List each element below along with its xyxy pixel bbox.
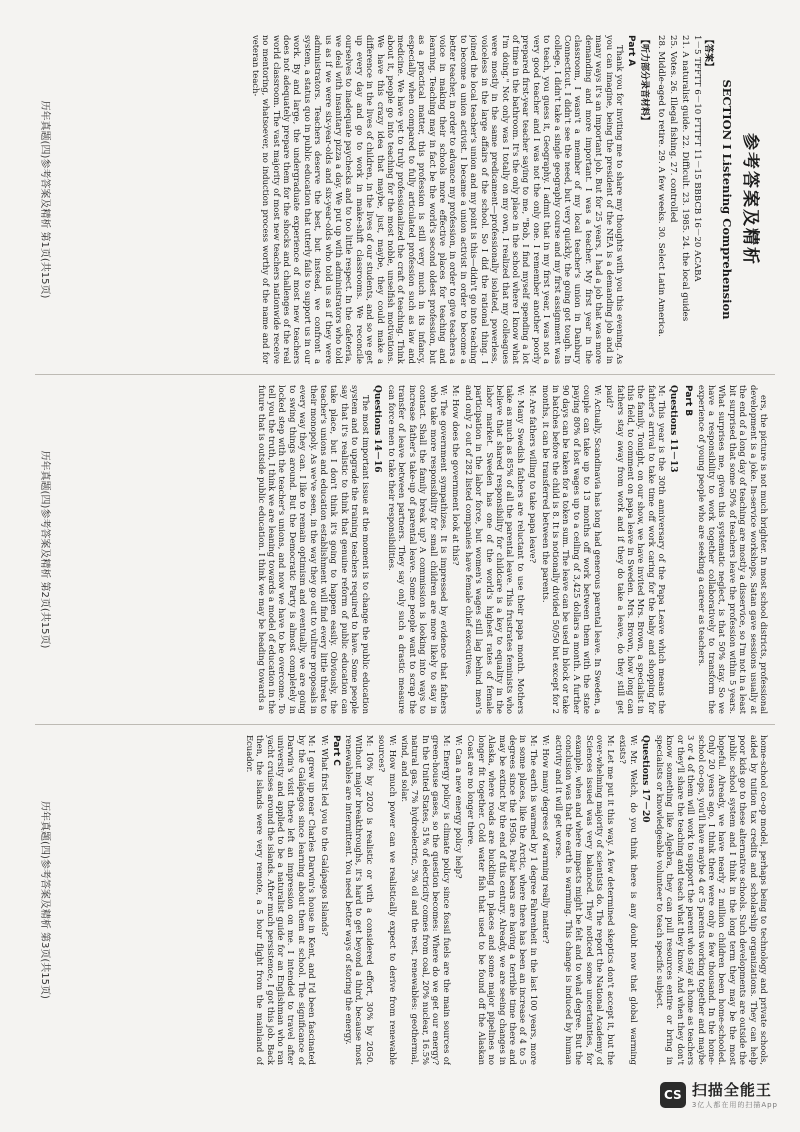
- dialog-line: M: Energy policy is climate policy since fossil fuels are the main sources of green-house gases, so the question becomes: Where do we get our energy? In the United States, 51% of electricity comes from coal, 20% nuclear, 16.5% natural gas, 7% hydroelectric, 3% oil and the rest, renewables: geothermal, wind, and solar.: [400, 735, 452, 1065]
- dialog-line: M: Let me put it this way. A few determined skeptics don't accept it, but the over-whelming majority of scientists do. The report the National Academy of Sciences issued was very balanced. They noticed some uncertainties, for example, when and where impacts might be felt and to what degree. But the conclusion was that the earth is warming. This change is induced by human activity and it will get worse.: [553, 735, 616, 1065]
- answer-line: 28. Middle-aged to retire. 29. A few weeks. 30. Select Latin America.: [656, 35, 666, 337]
- column-2: [35, 375, 775, 725]
- script-label: 【听力部分录音材料】: [639, 35, 649, 126]
- paragraph: ers, the picture is not much brighter. In most school districts, professional development is a joke. In-service workshops, Satan gave sessions usually at the end of a long day of teaching are mostly a disservice, so I'm not in a least bit surprised that some 50% of teachers leave the profession within 5 years. What surprises me, given this systematic neglect, is that 50% stay. So we have a responsibility to work together collaboratively to transform the experience of young people who are seeking a career as teachers.: [696, 385, 769, 714]
- answer-line: 1－5 TFFTT 6－10 FTTFT 11－15 BBBCB 16－20 ACABA: [692, 35, 702, 282]
- dialog-line: W: What first led you to the Galápagos Islands?: [319, 735, 330, 937]
- dialog-line: W: Can a new energy policy help?: [454, 735, 465, 879]
- paragraph: The most important issue at the moment is to change the public education system and to upgrade the training teachers required to have. Some people say that it's realistic to think that genuine reform of public education can take place, but I don't think it's going to happen easily. Obviously, the teacher's unions and education establishment will find every little threat to their monopoly. As we've seen, in the way they go out to vulture proposals in every way they can. I like to remain optimism and eventually, we are going to swing things around. But the Democratic Party is almost completely in locked step with the teacher's unions, and now we have to be overcome. To tell you the truth, I think we are leaning towards a model of education in the future that is outside public education. I think we may be heading towards a: [256, 385, 371, 714]
- part-c-heading: Part C: [330, 735, 341, 766]
- questions-heading: Questions 17－20: [639, 735, 650, 823]
- scanner-watermark: [660, 1079, 778, 1110]
- main-title: 参考答案及精析: [740, 133, 760, 266]
- camscanner-logo-icon: CS: [660, 1082, 686, 1108]
- dialog-line: M: I grew up near Charles Darwin's house in Kent, and I'd been fascinated by the Galápagos since learning about them at school. The significance of Darwin's visit there left an impression on me. I intended to travel after university and applied to be a naturalist guide for an Englishman who ran yacht cruises around the islands. After much persistence, I got this job. Back then, the islands were very remote, a 5 hour flight from the mainland of Ecuador.: [244, 735, 318, 1065]
- watermark-tagline: 3亿人都在用的扫描App: [691, 1101, 778, 1109]
- answers-label: 【答案】: [703, 35, 713, 72]
- page-footer-2: 历年真题(四)参考答案及精析 第2页(共15页): [39, 450, 50, 649]
- watermark-text: [692, 1079, 778, 1110]
- column-1-body: [58, 35, 769, 364]
- paragraph: Thank you for inviting me to share my thoughts with you this evening. As you can imagine, being the president of the NEA is a demanding job and in many ways it's an important job. But for 25 years, I had a job that was more demanding and more important. I was a teacher. My first year in the classroom, I wasn't a member of my local teacher's union in Danbury Connecticut. I didn't see the need, but very quickly, the going got tough. In college, I didn't take a single geography course and my first assignment was to teach, you guess it, Geography. I admit that in my first year, I was not a very good teacher and I was not the only one. I remember another poorly prepared first-year teacher saying to me, "Bob, I find myself spending a lot of time in the bathroom. It's the only place in the school where I know what I'm doing." Not only was I totally on my own, I realized that my colleagues were mostly in the same predicament—professionally isolated, powerless, voiceless in the large affairs of the school. So I did the rational thing. I joined the local teacher's union and my point is this—didn't go into teaching to become a union activist. I became a union activist in order to become a better teacher, in order to advance my profession, in order to give teachers a voice in making their schools more effective places for teaching and learning. Teaching may in fact be the world's second oldest profession, but as a practical matter, this profession is still very much in its infancy, especially when compared to fully articulated profession such as law and medicine. We have yet to truly professionalized the craft of teaching. Think about it, people go into teaching for the most noble, unselfish motivations. We have this crazy idea that maybe, just, maybe, they could make a difference in the lives of children, in the lives of our students, and so we get up every day and go to work in make-shift classrooms. We reconcile ourselves to inadequate paychecks and to too little respect. In the cafeteria, we deal with insanitary pizza a day. We put up with administrators who told us as if we were six-year-olds and six-year-olds who told us as if they were administrators. Teachers deserve the best, but instead, we confront a system, a status quo in public education that utterly fails to support us in our work. By and large, the undergraduate experience of most new teachers does not adequately prepare them for the shocks and challenges of the real world classroom. The vast majority of most new teachers nationwide receive no mentoring, whatsoever, no induction process worthy of the name and for veteran teach-: [250, 35, 625, 364]
- dialog-line: W: The government sympathizes. It is impressed by evidence that fathers who take more responsibility for small children are more likely to stay in contact. Shall the family break up? A commission is looking into ways to increase father's take-up of parental leave. Some people want to scrap the transfer of leave between partners. They say only such a drastic measure can force men to take their responsibilities.: [387, 385, 450, 714]
- rotated-sheet: [35, 25, 775, 1075]
- watermark-name: 扫描全能王: [691, 1081, 772, 1099]
- part-a-heading: Part A: [626, 35, 636, 67]
- answer-line: 25. Votes. 26. Illegal fishing. 27. controlled: [668, 35, 678, 223]
- dialog-line: W: Mr. Welch, do you think there is any doubt now that global warming exists?: [618, 735, 639, 1065]
- dialog-line: W: How much power can we realistically expect to derive from renewable sources?: [377, 735, 398, 1065]
- paragraph: home-school co-op model, perhaps being to technology and private schools, aided by tuition tax credits and scholarship organizations. They can help poor kids go to these alternative schools. Such developments are outside the public school system and I think in the long term they may be the most hopeful. Already, we have nearly 2 million children been home-schooled. Only 20 years ago, I think there were only a few thousand. In the home-school co-ops, you'll have maybe 4 or 5 parents working together and maybe 3 or 4 of them will work to support the parent who stay at home as teachers or they'll share the teaching and teach what they know. And when they don't know something like Algebra, they can pull resources entire or bring in specialists or knowledgeable volunteer to teach specific subject.: [654, 735, 769, 1065]
- questions-heading: Questions 11－13: [668, 385, 679, 473]
- column-1: [35, 25, 775, 375]
- dialog-line: M: 10% by 2020 is realistic or with a considered effort, 30% by 2050. Without major breakthroughs, it's hard to get beyond a third, because most renewables are intermittent. You need better ways of storing the energy.: [343, 735, 375, 1065]
- dialog-line: W: Actually, Scandinavia has long had generous parental leave. In Sweden, a couple can take up to 13 months off work between them with the state paying 80% of lost wages up to a ceiling of 3,425 dollars a month. A further 90 days can be taken for a token sum. The leave can be used in block or take in batches before the child is 8. It is notionally divided 50/50 but except for 2 months, it can be transferred between the parents.: [540, 385, 603, 714]
- dialog-line: M: Are fathers willing to take papa leave?: [528, 385, 539, 564]
- questions-heading: Questions 14－16: [371, 385, 382, 473]
- answer-line: 21. A naturalist guide. 22. Difficult. 23. 1985. 24. the local guides: [680, 35, 690, 322]
- column-3: [35, 725, 775, 1075]
- page-footer-1: 历年真题(四)参考答案及精析 第1页(共15页): [39, 100, 50, 299]
- dialog-line: W: Many Swedish fathers are reluctant to use their papa month. Mothers take as much as 85% of all the parental leave. This frustrates feminists who believe that shared responsibility for childcare is a key to equality in the labor market. Sweden has one of the world's highest rates of female participation in the labor force, but women's wages still lag behind men's and only 2 out of 282 listed companies have female chief executives.: [463, 385, 526, 714]
- column-3-body: [58, 735, 769, 1065]
- dialog-line: M: How does the government look at this?: [451, 385, 462, 566]
- part-b-heading: Part B: [683, 385, 694, 417]
- dialog-line: W: How many degrees of warming really matter?: [541, 735, 552, 944]
- section-title: SECTION I Listening Comprehension: [720, 79, 734, 320]
- page-footer-3: 历年真题(四)参考答案及精析 第3页(共15页): [39, 801, 50, 999]
- dialog-line: M: The earth is warmed by 1 degree Fahrenheit in the last 100 years, more in some places, like the Arctic, where there has been an increase of 4 to 5 degrees since the 1950s. Polar bears are having a terrible time there and may be extinct by the end of this century. Already, we are seeing changes in Alaska, where roads are buckling in places and some major pipelines no longer fit together. Cold water fish that used to be found off the Alaskan Coast are no longer there.: [466, 735, 539, 1065]
- column-2-body: [58, 385, 769, 714]
- dialog-line: M: This year is the 30th anniversary of the Papa Leave which means the father's arrival to take time off work caring for the baby and shopping for the family. Tonight, on our show, we have invited Mrs. Brown, a specialist in this field, to comment on papa leave in Sweden. Mrs. Brown, how long can fathers stay away from work and if they do take a leave, do they still get paid?: [605, 385, 668, 714]
